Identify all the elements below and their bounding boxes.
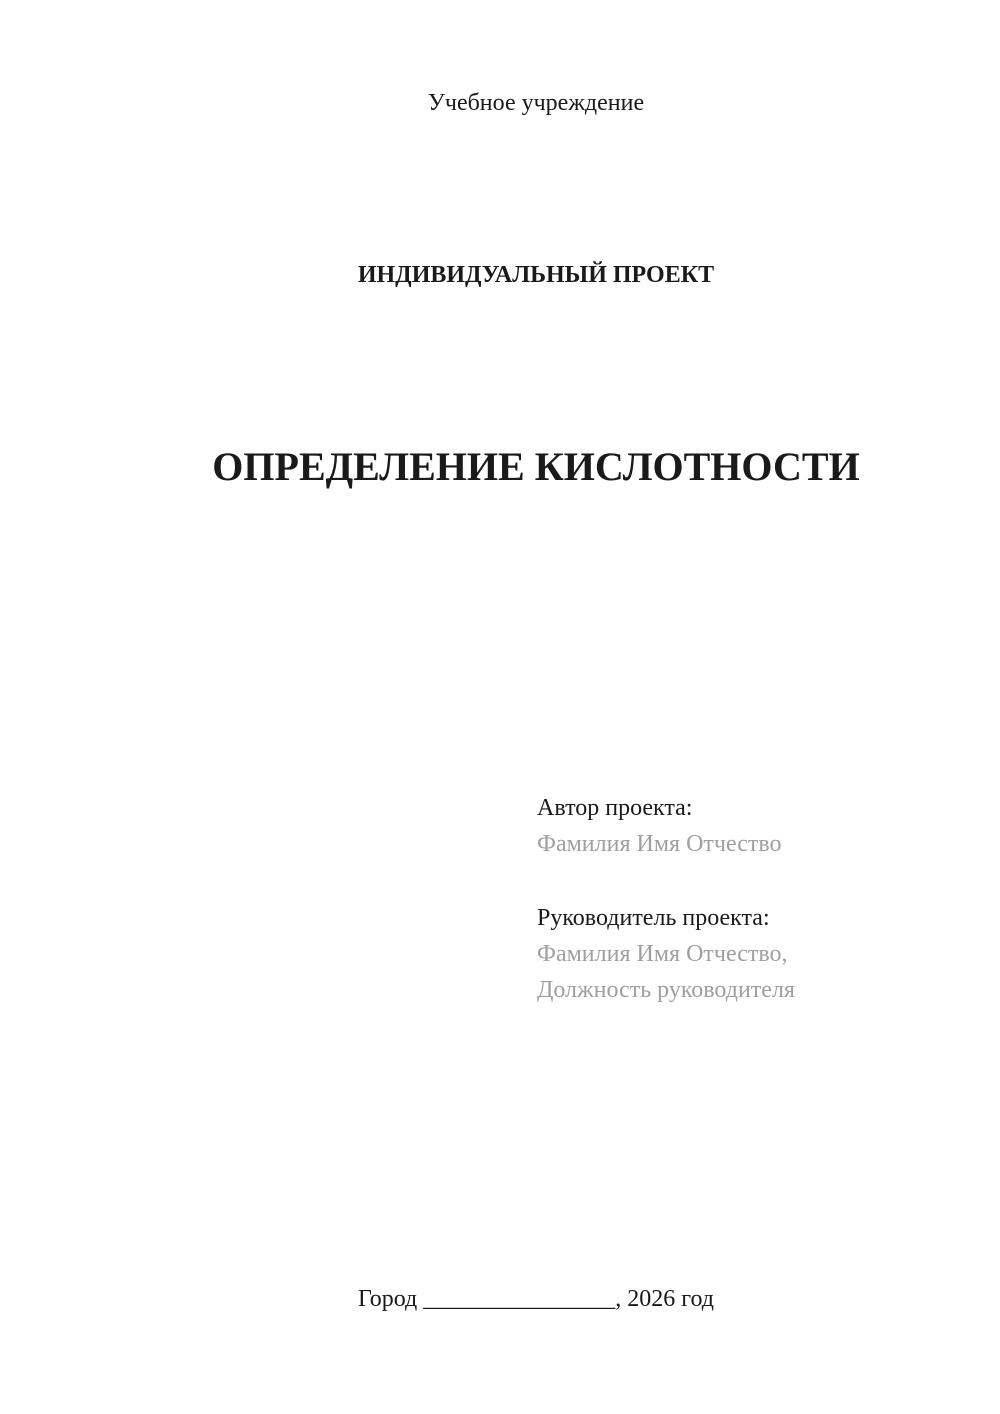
author-label: Автор проекта: [537,795,693,821]
project-title: ОПРЕДЕЛЕНИЕ КИСЛОТНОСТИ [212,444,860,489]
supervisor-role-placeholder: Должность руководителя [537,977,795,1003]
document-type-heading: ИНДИВИДУАЛЬНЫЙ ПРОЕКТ [357,262,715,288]
city-year-line: Город ________________, 2026 год [357,1286,715,1312]
supervisor-name-placeholder: Фамилия Имя Отчество, [537,941,788,967]
credits-block [537,790,795,1008]
supervisor-label: Руководитель проекта: [537,905,770,931]
author-name-placeholder: Фамилия Имя Отчество [537,831,782,857]
institution-line: Учебное учреждение [427,90,645,116]
